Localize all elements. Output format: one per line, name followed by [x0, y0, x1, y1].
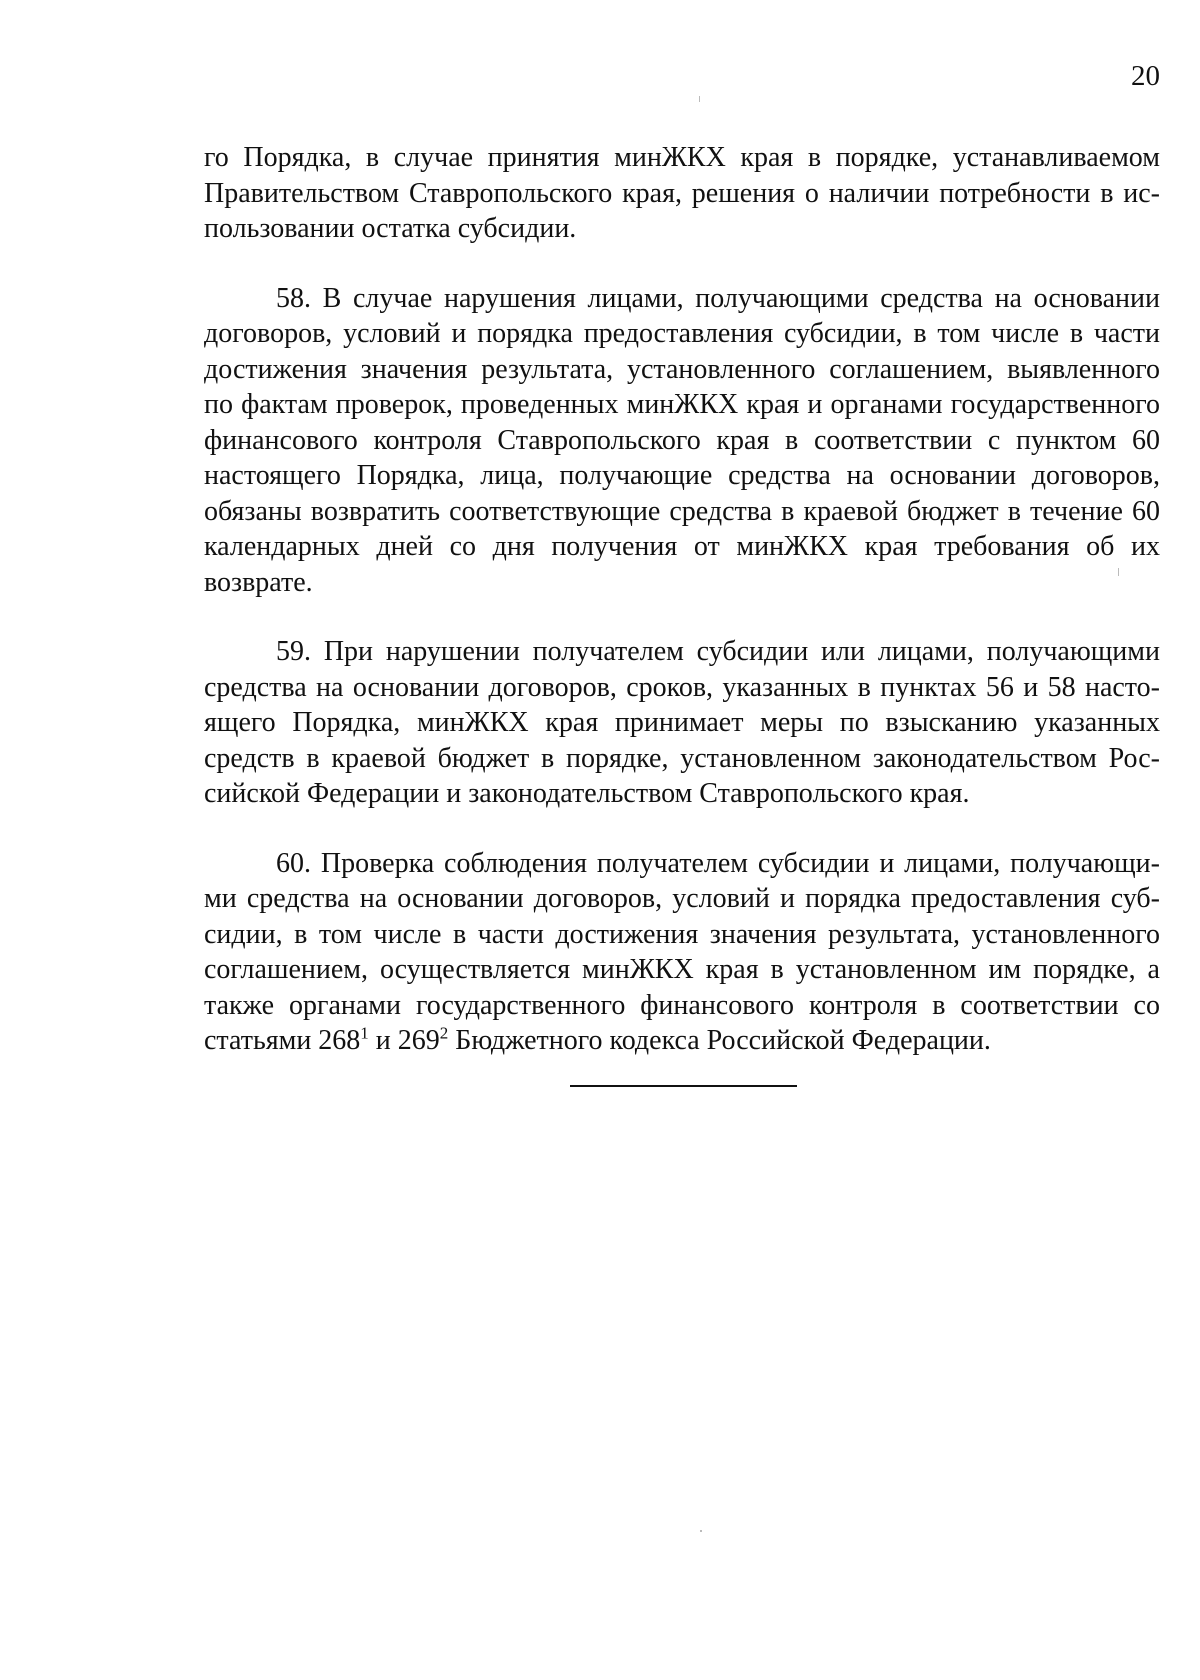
paragraph-58: 58. В случае нарушения лицами, получающими средства на основании договоров, условий и порядка предоставления субсидии, в том числе в части достижения значения результата, установленного соглашением, выявленного по фактам проверок, проведенных минЖКХ края и органами государственного финансового контроля Ставропольского края в соответствии с пунктом 60 настоящего Порядка, лица, получающие средства на основании договоров, обязаны возвратить соответствующие средства в краевой бюджет в течение 60 календарных дней со дня получения от минЖКХ края требования об их возврате.	[204, 282, 1160, 598]
article-269-superscript: 2	[439, 1023, 449, 1043]
paragraph-60-text-middle: и 269	[368, 1025, 440, 1056]
paragraph-60-text-before: 60. Проверка соблюдения получателем субсидии и лицами, получающими средства на основании договоров, условий и порядка предоставления субсидии, в том числе в части достижения значения результата, установленного соглашением, осуществляется минЖКХ края в установленном им порядке, а также органами государственного финансового контроля в соответствии со статьями 268	[204, 847, 1160, 1056]
scan-speck	[1118, 568, 1119, 576]
paragraph-59: 59. При нарушении получателем субсидии или лицами, получающими средства на основании договоров, сроков, указанных в пунктах 56 и 58 настоящего Порядка, минЖКХ края принимает меры по взысканию указанных средств в краевой бюджет в порядке, установленном законодательством Российской Федерации и законодательством Ставропольского края.	[204, 636, 1160, 809]
paragraph-60-text-after: Бюджетного кодекса Российской Федерации.	[448, 1025, 991, 1056]
article-268-superscript: 1	[360, 1023, 369, 1043]
scan-speck	[699, 96, 700, 102]
paragraph-continuation: го Порядка, в случае принятия минЖКХ края в порядке, устанавливаемом Правительством Ставропольского края, решения о наличии потребности в использовании остатка субсидии.	[204, 142, 1160, 244]
paragraph-60	[204, 846, 1160, 1059]
document-body	[204, 140, 1160, 1093]
scan-speck	[700, 1530, 702, 1532]
end-divider-line	[570, 1085, 797, 1087]
page-number: 20	[1131, 60, 1160, 92]
